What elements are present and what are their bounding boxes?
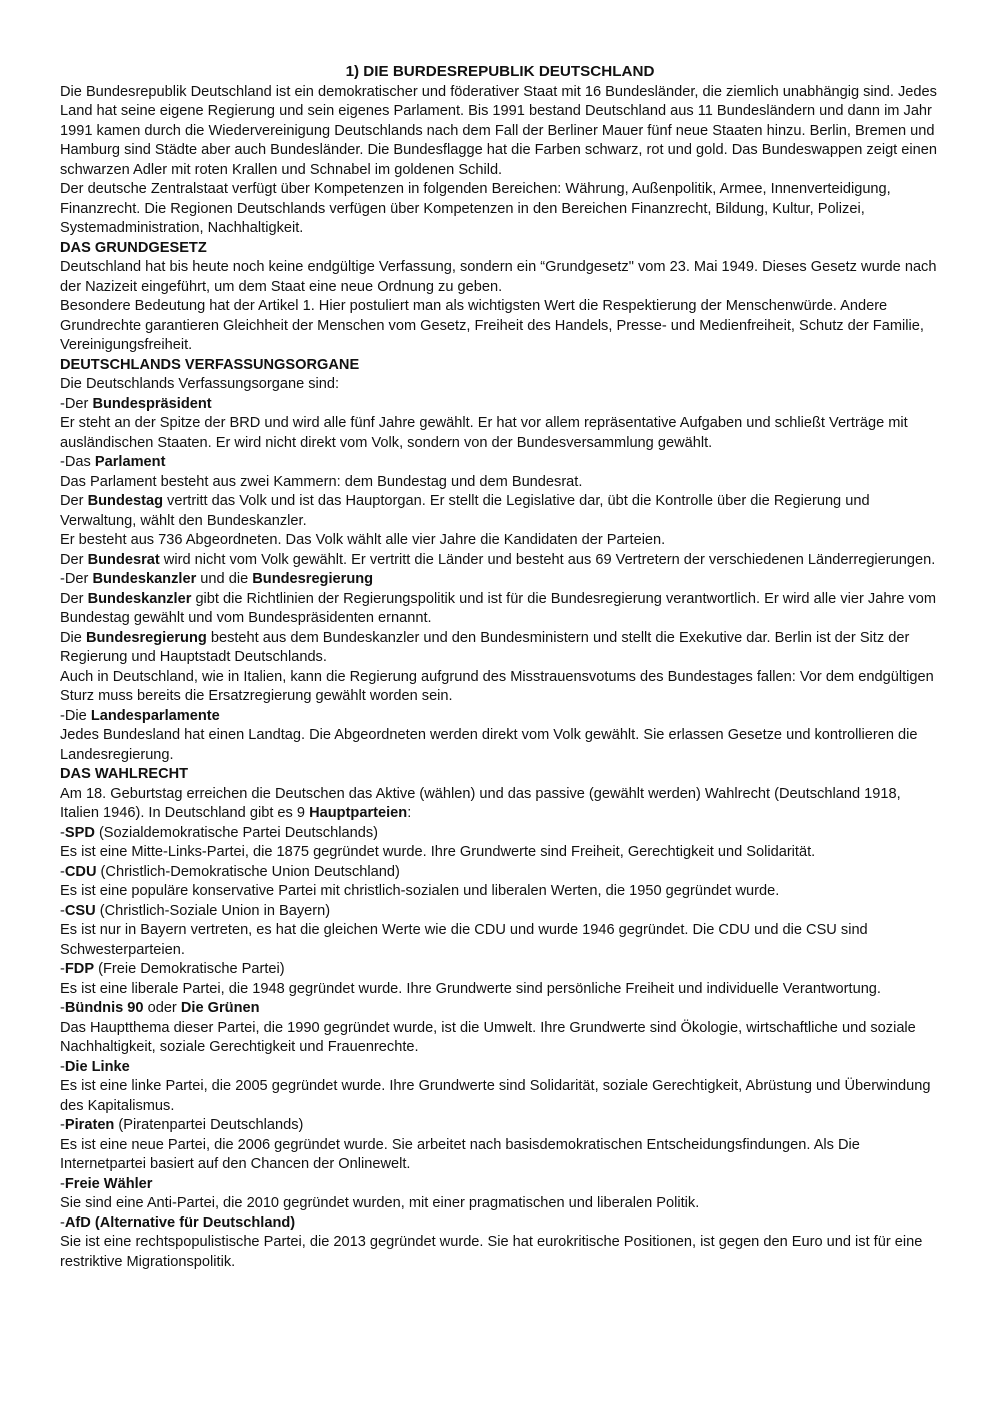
label-prefix: -Das xyxy=(60,454,95,470)
party-full-name: (Christlich-Demokratische Union Deutschland) xyxy=(96,863,400,880)
party-abbr: FDP xyxy=(64,961,95,977)
organ-label-bundespraesident xyxy=(60,395,940,415)
label-prefix: -Der xyxy=(60,395,93,412)
text-span: besteht aus dem Bundeskanzler und den Bundesministern und stellt die Exekutive dar. Berlin ist der Sitz der Regierung und Hauptstadt Deutschlands. xyxy=(60,629,910,665)
section-heading-grundgesetz: DAS GRUNDGESETZ xyxy=(60,239,207,256)
party-text-csu: Es ist nur in Bayern vertreten, es hat die gleichen Werte wie die CDU und wurde 1946 gegründet. Die CDU und die CSU sind Schwesterparteien. xyxy=(60,922,868,958)
party-text-piraten: Es ist eine neue Partei, die 2006 gegründet wurde. Sie arbeitet nach basisdemokratischen Entscheidungsfindungen. Als Die Internetpartei basiert auf den Chancen der Onlinewelt. xyxy=(60,1136,860,1172)
party-full-name: (Piratenpartei Deutschlands) xyxy=(114,1117,304,1133)
text-span: Der xyxy=(60,493,88,509)
text-span: Der xyxy=(60,590,88,607)
text-span: Am 18. Geburtstag erreichen die Deutschen das Aktive (wählen) und das passive (gewählt werden) Wahlrecht (Deutschland 1918, Italien 1946). In Deutschland gibt es 9 xyxy=(60,785,901,821)
text-span: Der xyxy=(60,551,88,568)
text-span: oder xyxy=(143,1000,181,1016)
intro-paragraph-2: Der deutsche Zentralstaat verfügt über Kompetenzen in folgenden Bereichen: Währung, Außenpolitik, Armee, Innenverteidigung, Finanzrecht. Die Regionen Deutschlands verfügen über Kompetenzen in den Bereichen Finanzrecht, Bildung, Kultur, Polizei, Systemadministration, Nachhaltigkeit. xyxy=(60,181,891,236)
party-label-spd: -SPD (Sozialdemokratische Partei Deutschlands) xyxy=(60,824,378,841)
label-prefix: -Die xyxy=(60,707,91,724)
text-span: vertritt das Volk und ist das Hauptorgan. Er stellt die Legislative dar, übt die Kontrolle über die Regierung und Verwaltung, wählt den Bundeskanzler. xyxy=(60,493,870,529)
bold-term: Bundestag xyxy=(87,493,163,509)
bundestag-text-2: Er besteht aus 736 Abgeordneten. Das Volk wählt alle vier Jahre die Kandidaten der Parteien. xyxy=(60,532,666,548)
section-heading-verfassungsorgane: DEUTSCHLANDS VERFASSUNGSORGANE xyxy=(60,356,360,373)
organ-label-kanzler-regierung xyxy=(60,570,940,590)
party-full-name: (Freie Demokratische Partei) xyxy=(94,961,285,977)
label-bold: Bundespräsident xyxy=(92,395,212,412)
intro-paragraph-1: Die Bundesrepublik Deutschland ist ein demokratischer und föderativer Staat mit 16 Bundesländer, die ziemlich unabhängig sind. Jedes Land hat seine eigene Regierung und sein eigenes Parlament. Bis 1991 bestand Deutschland aus 11 Bundesländern und dann im Jahr 1991 kamen durch die Wiedervereinigung Deutschlands nach dem Fall der Berliner Mauer fünf neue Staaten hinzu. Berlin, Bremen und Hamburg sind Städte aber auch Bundesländer. Die Bundesflagge hat die Farben schwarz, rot und gold. Das Bundeswappen zeigt einen schwarzen Adler mit roten Krallen und Schnabel im goldenen Schild. xyxy=(60,83,937,178)
party-abbr: Die Linke xyxy=(64,1058,130,1075)
party-label-afd: -AfD (Alternative für Deutschland) xyxy=(60,1214,296,1231)
party-text-cdu: Es ist eine populäre konservative Partei mit christlich-sozialen und liberalen Werten, die 1950 gegründet wurde. xyxy=(60,883,780,899)
landesparlamente-text: Jedes Bundesland hat einen Landtag. Die Abgeordneten werden direkt vom Volk gewählt. Sie erlassen Gesetze und kontrollieren die Landesregierung. xyxy=(60,727,918,763)
party-label-csu: -CSU (Christlich-Soziale Union in Bayern) xyxy=(60,902,331,919)
label-bold: Parlament xyxy=(94,454,166,470)
text-span: wird nicht vom Volk gewählt. Er vertritt die Länder und besteht aus 69 Vertretern der verschiedenen Länderregierungen. xyxy=(159,551,936,568)
bundesregierung-text xyxy=(60,629,940,668)
party-text-freie-waehler: Sie sind eine Anti-Partei, die 2010 gegründet wurden, mit einer pragmatischen und liberalen Politik. xyxy=(60,1195,700,1211)
party-full-name: (Sozialdemokratische Partei Deutschlands) xyxy=(94,824,378,841)
party-text-afd: Sie ist eine rechtspopulistische Partei, die 2013 gegründet wurde. Sie hat eurokritische Positionen, ist gegen den Euro und ist für eine restriktive Migrationspolitik. xyxy=(60,1234,923,1270)
party-abbr: Bündnis 90 xyxy=(64,1000,144,1016)
bundesrat-text xyxy=(60,551,940,571)
bold-term: Bundesregierung xyxy=(85,629,207,646)
parlament-text: Das Parlament besteht aus zwei Kammern: dem Bundestag und dem Bundesrat. xyxy=(60,473,583,490)
party-text-linke: Es ist eine linke Partei, die 2005 gegründet wurde. Ihre Grundwerte sind Solidarität, soziale Gerechtigkeit, Abrüstung und Überwindung des Kapitalismus. xyxy=(60,1078,931,1114)
organe-intro: Die Deutschlands Verfassungsorgane sind: xyxy=(60,376,340,392)
party-label-cdu: -CDU (Christlich-Demokratische Union Deutschland) xyxy=(60,863,400,880)
party-abbr: AfD (Alternative für Deutschland) xyxy=(64,1214,296,1231)
grundgesetz-paragraph-1: Deutschland hat bis heute noch keine endgültige Verfassung, sondern ein “Grundgesetz" vom 23. Mai 1949. Dieses Gesetz wurde nach der Nazizeit eingeführt, um dem Staat eine neue Ordnung zu geben. xyxy=(60,259,937,295)
organ-label-parlament xyxy=(60,453,940,473)
party-abbr: Piraten xyxy=(64,1117,115,1133)
party-text-spd: Es ist eine Mitte-Links-Partei, die 1875 gegründet wurde. Ihre Grundwerte sind Freiheit, Gerechtigkeit und Solidarität. xyxy=(60,844,816,860)
bold-term: Bundeskanzler xyxy=(87,590,192,607)
text-span: und die xyxy=(196,571,253,587)
label-bold: Landesparlamente xyxy=(90,707,220,724)
party-label-freie-waehler: -Freie Wähler xyxy=(60,1175,153,1192)
label-prefix: -Der xyxy=(60,571,93,587)
text-span: : xyxy=(407,805,412,821)
text-span: Die xyxy=(60,629,86,646)
bundestag-text xyxy=(60,492,940,531)
party-abbr: CDU xyxy=(64,863,97,880)
label-bold: Bundesregierung xyxy=(252,571,374,587)
text-span: gibt die Richtlinien der Regierungspolitik und ist für die Bundesregierung verantwortlich. Er wird alle vier Jahre vom Bundestag gewählt und vom Bundespräsidenten ernannt. xyxy=(60,590,937,626)
party-abbr: Freie Wähler xyxy=(64,1175,153,1192)
party-abbr: Die Grünen xyxy=(180,1000,260,1016)
party-full-name: (Christlich-Soziale Union in Bayern) xyxy=(95,902,331,919)
section-heading-wahlrecht: DAS WAHLRECHT xyxy=(60,766,189,782)
party-abbr: CSU xyxy=(64,902,96,919)
bundeskanzler-text xyxy=(60,590,940,629)
misstrauensvotum-text: Auch in Deutschland, wie in Italien, kann die Regierung aufgrund des Misstrauensvotums des Bundestages fallen: Vor dem endgültigen Sturz muss bereits die Ersatzregierung gewählt worden sein. xyxy=(60,668,934,704)
party-label-fdp: -FDP (Freie Demokratische Partei) xyxy=(60,961,285,977)
wahlrecht-text xyxy=(60,785,940,824)
page-title: 1) DIE BURDESREPUBLIK DEUTSCHLAND xyxy=(345,63,655,80)
party-text-fdp: Es ist eine liberale Partei, die 1948 gegründet wurde. Ihre Grundwerte sind persönliche Freiheit und individuelle Verantwortung. xyxy=(60,980,881,997)
party-label-linke: -Die Linke xyxy=(60,1058,130,1075)
bold-term: Hauptparteien xyxy=(309,805,408,821)
party-text-gruene: Das Hauptthema dieser Partei, die 1990 gegründet wurde, ist die Umwelt. Ihre Grundwerte sind Ökologie, wirtschaftliche und soziale Nachhaltigkeit, soziale Gerechtigkeit und Frauenrechte. xyxy=(60,1019,916,1055)
label-bold: Bundeskanzler xyxy=(92,571,197,587)
grundgesetz-paragraph-2: Besondere Bedeutung hat der Artikel 1. Hier postuliert man als wichtigsten Wert die Respektierung der Menschenwürde. Andere Grundrechte garantieren Gleichheit der Menschen vom Gesetz, Freiheit des Handels, Presse- und Medienfreiheit, Schutz der Familie, Vereinigungsfreiheit. xyxy=(60,298,924,353)
party-label-piraten: -Piraten (Piratenpartei Deutschlands) xyxy=(60,1117,304,1133)
party-abbr: SPD xyxy=(64,824,95,841)
organ-label-landesparlamente xyxy=(60,707,940,727)
bundespraesident-text: Er steht an der Spitze der BRD und wird alle fünf Jahre gewählt. Er hat vor allem repräsentative Aufgaben und schließt Verträge mit ausländischen Staaten. Er wird nicht direkt vom Volk, sondern von der Bundesversammlung gewählt. xyxy=(60,415,908,451)
party-label-gruene: -Bündnis 90 oder Die Grünen xyxy=(60,1000,260,1016)
bold-term: Bundesrat xyxy=(87,551,160,568)
